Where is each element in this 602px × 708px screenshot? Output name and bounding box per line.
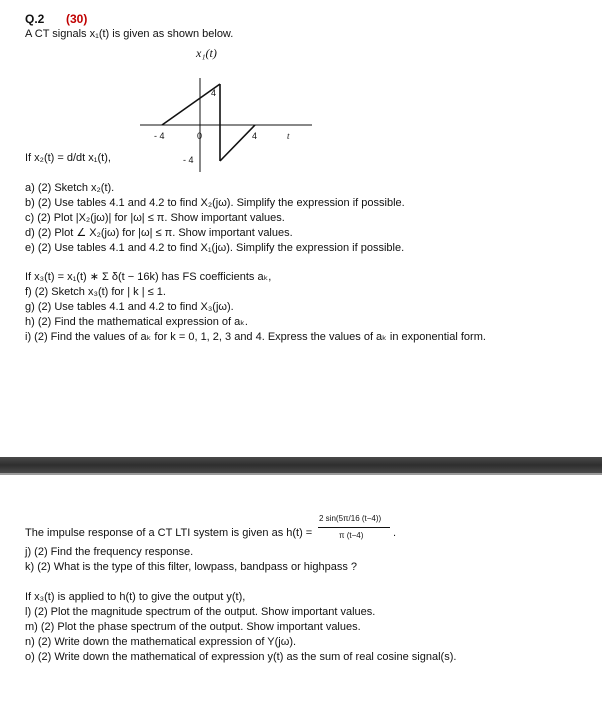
item-o: o) (2) Write down the mathematical of expression y(t) as the sum of real cosine signal(s). xyxy=(25,651,457,663)
item-d: d) (2) Plot ∠ X₂(jω) for |ω| ≤ π. Show important values. xyxy=(25,227,293,239)
item-j: j) (2) Find the frequency response. xyxy=(25,546,194,558)
tick-t: t xyxy=(287,131,290,141)
question-number: Q.2 xyxy=(25,12,45,26)
item-g: g) (2) Use tables 4.1 and 4.2 to find X₃(jω). xyxy=(25,301,234,313)
plot-title: x₁(t) xyxy=(196,46,217,60)
item-l: l) (2) Plot the magnitude spectrum of the output. Show important values. xyxy=(25,606,376,618)
impulse-numerator: 2 sin(5π/16 (t−4)) xyxy=(319,514,382,523)
tick-x-neg4: - 4 xyxy=(154,131,165,141)
tick-y-pos4: 4 xyxy=(211,88,217,98)
item-h: h) (2) Find the mathematical expression of aₖ. xyxy=(25,316,248,328)
tick-x-zero: 0 xyxy=(197,131,203,141)
impulse-denominator: π (t−4) xyxy=(339,531,364,540)
item-f: f) (2) Sketch x₃(t) for | k | ≤ 1. xyxy=(25,286,166,298)
signal-plot xyxy=(0,0,602,200)
fraction-bar xyxy=(318,527,390,528)
item-n: n) (2) Write down the mathematical expression of Y(jω). xyxy=(25,636,297,648)
item-m: m) (2) Plot the phase spectrum of the output. Show important values. xyxy=(25,621,361,633)
tick-y-neg4: - 4 xyxy=(183,155,194,165)
section-divider xyxy=(0,457,602,473)
item-e: e) (2) Use tables 4.1 and 4.2 to find X₁(jω). Simplify the expression if possible. xyxy=(25,242,405,254)
item-k: k) (2) What is the type of this filter, lowpass, bandpass or highpass ? xyxy=(25,561,357,573)
signal-ramp-down xyxy=(220,125,258,161)
x2-definition: If x₂(t) = d/dt x₁(t), xyxy=(25,152,111,164)
question-intro: A CT signals x₁(t) is given as shown below. xyxy=(25,28,234,40)
x3-definition: If x₃(t) = x₁(t) ∗ Σ δ(t − 16k) has FS coefficients aₖ, xyxy=(25,271,272,283)
item-b: b) (2) Use tables 4.1 and 4.2 to find X₂(jω). Simplify the expression if possible. xyxy=(25,197,405,209)
item-c: c) (2) Plot |X₂(jω)| for |ω| ≤ π. Show important values. xyxy=(25,212,285,224)
item-a: a) (2) Sketch x₂(t). xyxy=(25,182,115,194)
impulse-tail: . xyxy=(393,527,397,539)
section-divider-shadow xyxy=(0,473,602,475)
y-definition: If x₃(t) is applied to h(t) to give the output y(t), xyxy=(25,591,246,603)
impulse-lead: The impulse response of a CT LTI system is given as h(t) = xyxy=(25,527,313,539)
question-points: (30) xyxy=(66,12,88,26)
tick-x-pos4: 4 xyxy=(252,131,258,141)
item-i: i) (2) Find the values of aₖ for k = 0, 1, 2, 3 and 4. Express the values of aₖ in exponential form. xyxy=(25,331,486,343)
